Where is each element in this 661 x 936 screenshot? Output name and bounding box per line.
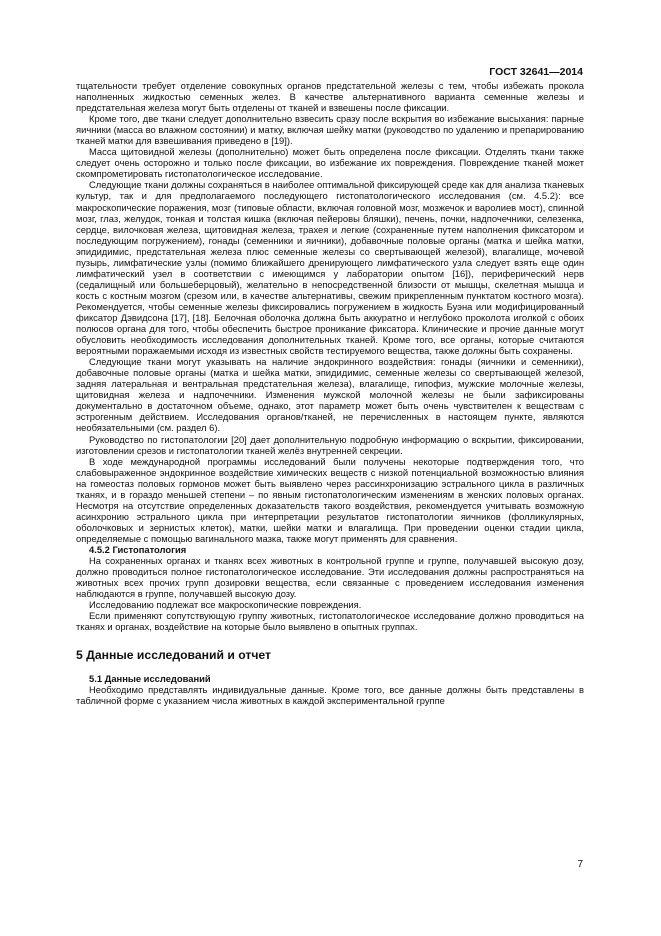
paragraph: Если применяют сопутствующую группу животных, гистопатологическое исследование должно проводиться на тканях и органах, воздействие на которые было выявлено в опытных группах. [76,610,584,633]
paragraph: Необходимо представлять индивидуальные данные. Кроме того, все данные должны быть представлены в табличной форме с указанием числа животных в каждой экспериментальной группе [76,684,584,707]
section-heading: 5 Данные исследований и отчет [76,648,271,663]
paragraph: Руководство по гистопатологии [20] дает дополнительную подробную информацию о вскрытии, фиксировании, изготовлении срезов и гистопатологии тканей желёз внутренней секреции. [76,433,584,456]
subsection-heading: 5.1 Данные исследований [89,673,211,685]
page-body [76,80,584,706]
document-standard-id: ГОСТ 32641—2014 [489,66,583,78]
paragraph: тщательности требует отделение совокупных органов предстательной железы с тем, чтобы избежать прокола наполненных жидкостью семенных желез. В качестве альтернативного варианта семенные железы и предстательная железа могут быть отделены от тканей и взвешены после фиксации. [76,80,584,114]
paragraph: Кроме того, две ткани следует дополнительно взвесить сразу после вскрытия во избежание высыхания: парные яичники (масса во влажном состоянии) и матку, включая шейку матки (руководство по удалению и препарированию тканей матки для взвешивания приведено в [19]). [76,113,584,147]
paragraph: Следующие ткани должны сохраняться в наиболее оптимальной фиксирующей среде как для анализа тканевых культур, так и для предполагаемого последующего гистопатологического исследования (см. 4.5.2): все макроскопические поражения, мозг (типовые области, включая головной мозг, мозжечок и варолиев мост), спинной мозг, глаз, желудок, тонкая и толстая кишка (включая пейеровы бляшки), печень, почки, надпочечники, селезенка, сердце, вилочковая железа, щитовидная железа, трахея и легкие (сохраненные путем наполнения фиксатором и последующим погружением), гонады (семенники и яичники), добавочные половые органы (матка и шейка матки, эпидидимис, предстательная железа плюс семенные железы со свертывающей железой), влагалище, мочевой пузырь, лимфатические узлы (помимо ближайшего дренирующего лимфатического узла следует взять еще один лимфатический узел в соответствии с имеющимся у лаборатории опытом [16]), периферический нерв (седалищный или большеберцовый), желательно в непосредственной близости от мышцы, скелетная мышца и кость с костным мозгом (срезом или, в качестве альтернативы, свежим прикрепленным пунктатом костного мозга). Рекомендуется, чтобы семенные железы фиксировались погружением в жидкость Буэна или модифицированный фиксатор Дэвидсона [17], [18]. Белочная оболочка должна быть аккуратно и неглубоко проколота иголкой с обоих полюсов органа для того, чтобы обеспечить быстрое проникание фиксатора. Клинические и прочие данные могут обусловить необходимость исследования дополнительных тканей. Кроме того, все органы, которые считаются вероятными поражаемыми исходя из известных свойств тестируемого вещества, также должны быть сохранены. [76,179,584,357]
paragraph: Следующие ткани могут указывать на наличие эндокринного воздействия: гонады (яичники и семенники), добавочные половые органы (матка и шейка матки, эпидидимис, семенные железы со свертывающей железой, задняя латеральная и вентральная предстательная железа), влагалище, гипофиз, мужские молочные железы, щитовидная железа и надпочечники. Изменения мужской молочной железы не были зафиксированы документально в достаточном объеме, однако, этот параметр может быть очень чувствителен к веществам с эстрогенным действием. Исследования органов/тканей, не перечисленных в настоящем пункте, являются необязательными (см. раздел 6). [76,356,584,434]
paragraph: На сохраненных органах и тканях всех животных в контрольной группе и группе, получавшей высокую дозу, должно проводиться полное гистопатологическое исследование. Эти исследования должны распространяться на животных всех прочих групп дозировки вещества, если связанные с проведением исследования изменения наблюдаются в группе, получавшей высокую дозу. [76,555,584,600]
subsection-heading: 4.5.2 Гистопатология [89,543,187,555]
page-number: 7 [577,859,583,870]
paragraph: В ходе международной программы исследований были получены некоторые подтверждения того, что слабовыраженное эндокринное воздействие химических веществ с низкой потенциальной возможностью влияния на гомеостаз половых гормонов может быть выявлено через рассинхронизацию эстрального цикла в различных тканях, и в гораздо меньшей степени – по явным гистопатологическим изменениям в женских половых органах. Несмотря на отсутствие определенных доказательств такого воздействия, рекомендуется учитывать возможную асинхронию эстрального цикла при интерпретации результатов гистопатологии яичников (фолликулярных, оболочковых и зернистых клеток), матки, шейки матки и влагалища. При проведении оценки стадии цикла, определяемые с помощью вагинального мазка, также могут применять для сравнения. [76,455,584,544]
paragraph: Масса щитовидной железы (дополнительно) может быть определена после фиксации. Отделять ткани также следует очень осторожно и только после фиксации, во избежание их повреждения. Повреждение тканей может скомпрометировать гистопатологическое исследование. [76,146,584,180]
paragraph: Исследованию подлежат все макроскопические повреждения. [89,599,362,611]
